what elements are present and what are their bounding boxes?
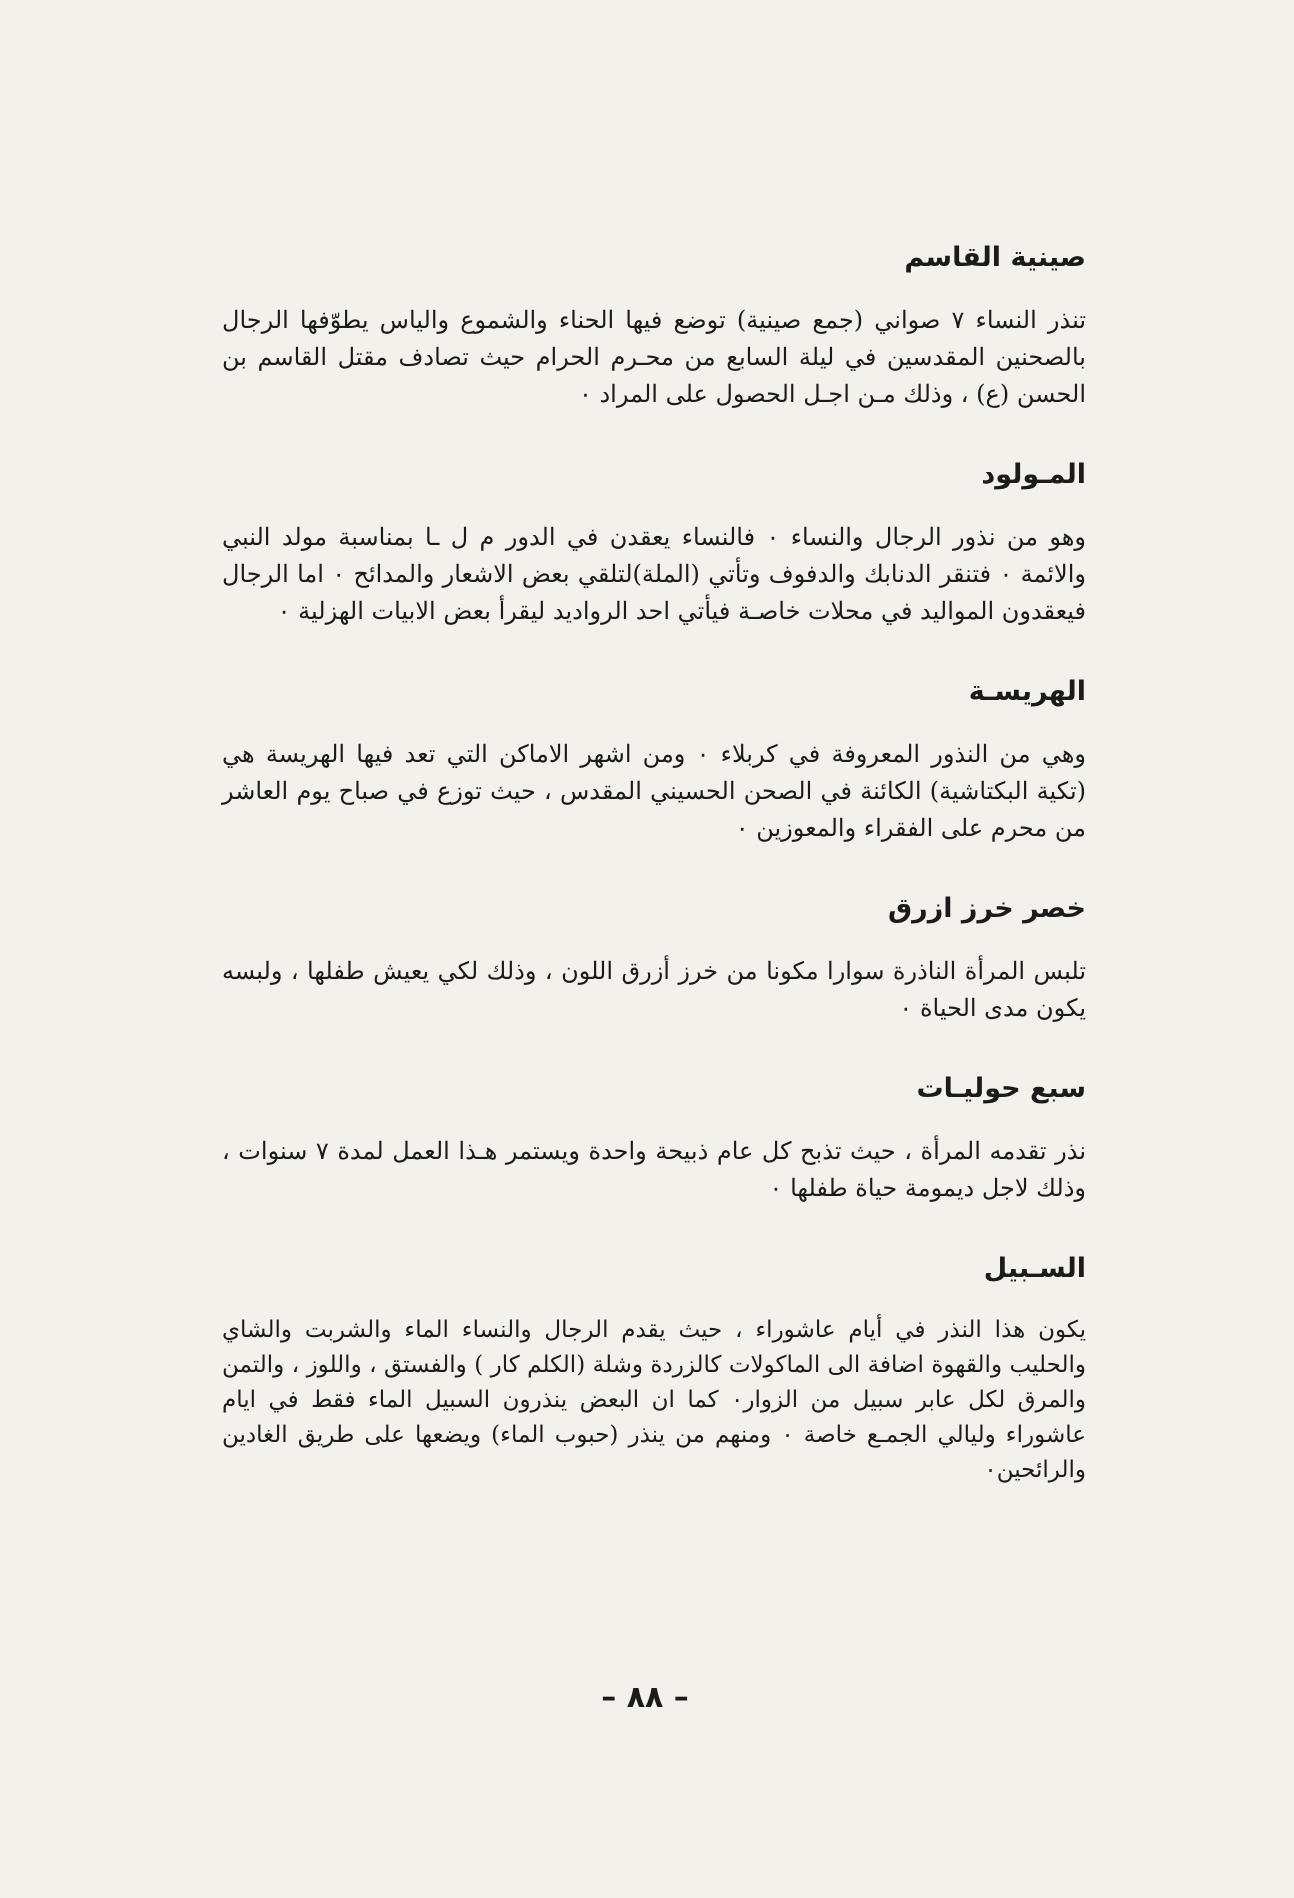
section-text: يكون هذا النذر في أيام عاشوراء ، حيث يقدم الرجال والنساء الماء والشربت والشاي والحليب والقهوة اضافة الى الماكولات كالزردة وشلة (الكلم كار ) والفستق ، واللوز ، والتمن والمرق لكل عابر سبيل من الزوار٠ كما ان البعض ينذرون السبيل الماء فقط في ايام عاشوراء وليالي الجمـع خاصة ٠ ومنهم من ينذر (حبوب الماء) ويضعها على طريق الغادين والرائحين٠ [222, 1317, 1086, 1483]
page-content [222, 240, 1086, 1488]
section-heading: سبع حوليـات [916, 1073, 1086, 1104]
section-heading: صينية القاسم [904, 242, 1086, 273]
section-heading: المـولود [981, 459, 1086, 490]
section-text: وهو من نذور الرجال والنساء ٠ فالنساء يعقدن في الدور م ل ـا بمناسبة مولد النبي والائمة ٠ فتنقر الدنابك والدفوف وتأتي (الملة)لتلقي بعض الاشعار والمدائح ٠ اما الرجال فيعقدون المواليد في محلات خاصـة فيأتي احد الرواديد ليقرأ بعض الابيات الهزلية ٠ [222, 523, 1087, 625]
section-harissa [222, 674, 1086, 847]
section-blue-beads [222, 891, 1086, 1027]
section-heading: خصر خرز ازرق [888, 893, 1086, 924]
page-number: – ٨٨ – [601, 1680, 689, 1715]
section-qasim-tray [222, 240, 1086, 413]
section-sabil [222, 1251, 1086, 1488]
section-mawlid [222, 457, 1086, 630]
section-text: تلبس المرأة الناذرة سوارا مكونا من خرز أزرق اللون ، وذلك لكي يعيش طفلها ، ولبسه يكون مدى الحياة ٠ [222, 957, 1086, 1022]
section-heading: الهريسـة [968, 676, 1086, 707]
section-text: تنذر النساء ٧ صواني (جمع صينية) توضع فيها الحناء والشموع والياس يطوّفها الرجال بالصحنين المقدسين في ليلة السابع من محـرم الحرام حيث تصادف مقتل القاسم بن الحسن (ع) ، وذلك مـن اجـل الحصول على المراد ٠ [222, 306, 1086, 408]
section-text: نذر تقدمه المرأة ، حيث تذبح كل عام ذبيحة واحدة ويستمر هـذا العمل لمدة ٧ سنوات ، وذلك لاجل ديمومة حياة طفلها ٠ [222, 1137, 1087, 1202]
section-seven-years [222, 1071, 1086, 1207]
section-text: وهي من النذور المعروفة في كربلاء ٠ ومن اشهر الاماكن التي تعد فيها الهريسة هي (تكية البكتاشية) الكائنة في الصحن الحسيني المقدس ، حيث توزع في صباح يوم العاشر من محرم على الفقراء والمعوزين ٠ [222, 740, 1087, 842]
section-heading: السـبيل [983, 1253, 1086, 1284]
